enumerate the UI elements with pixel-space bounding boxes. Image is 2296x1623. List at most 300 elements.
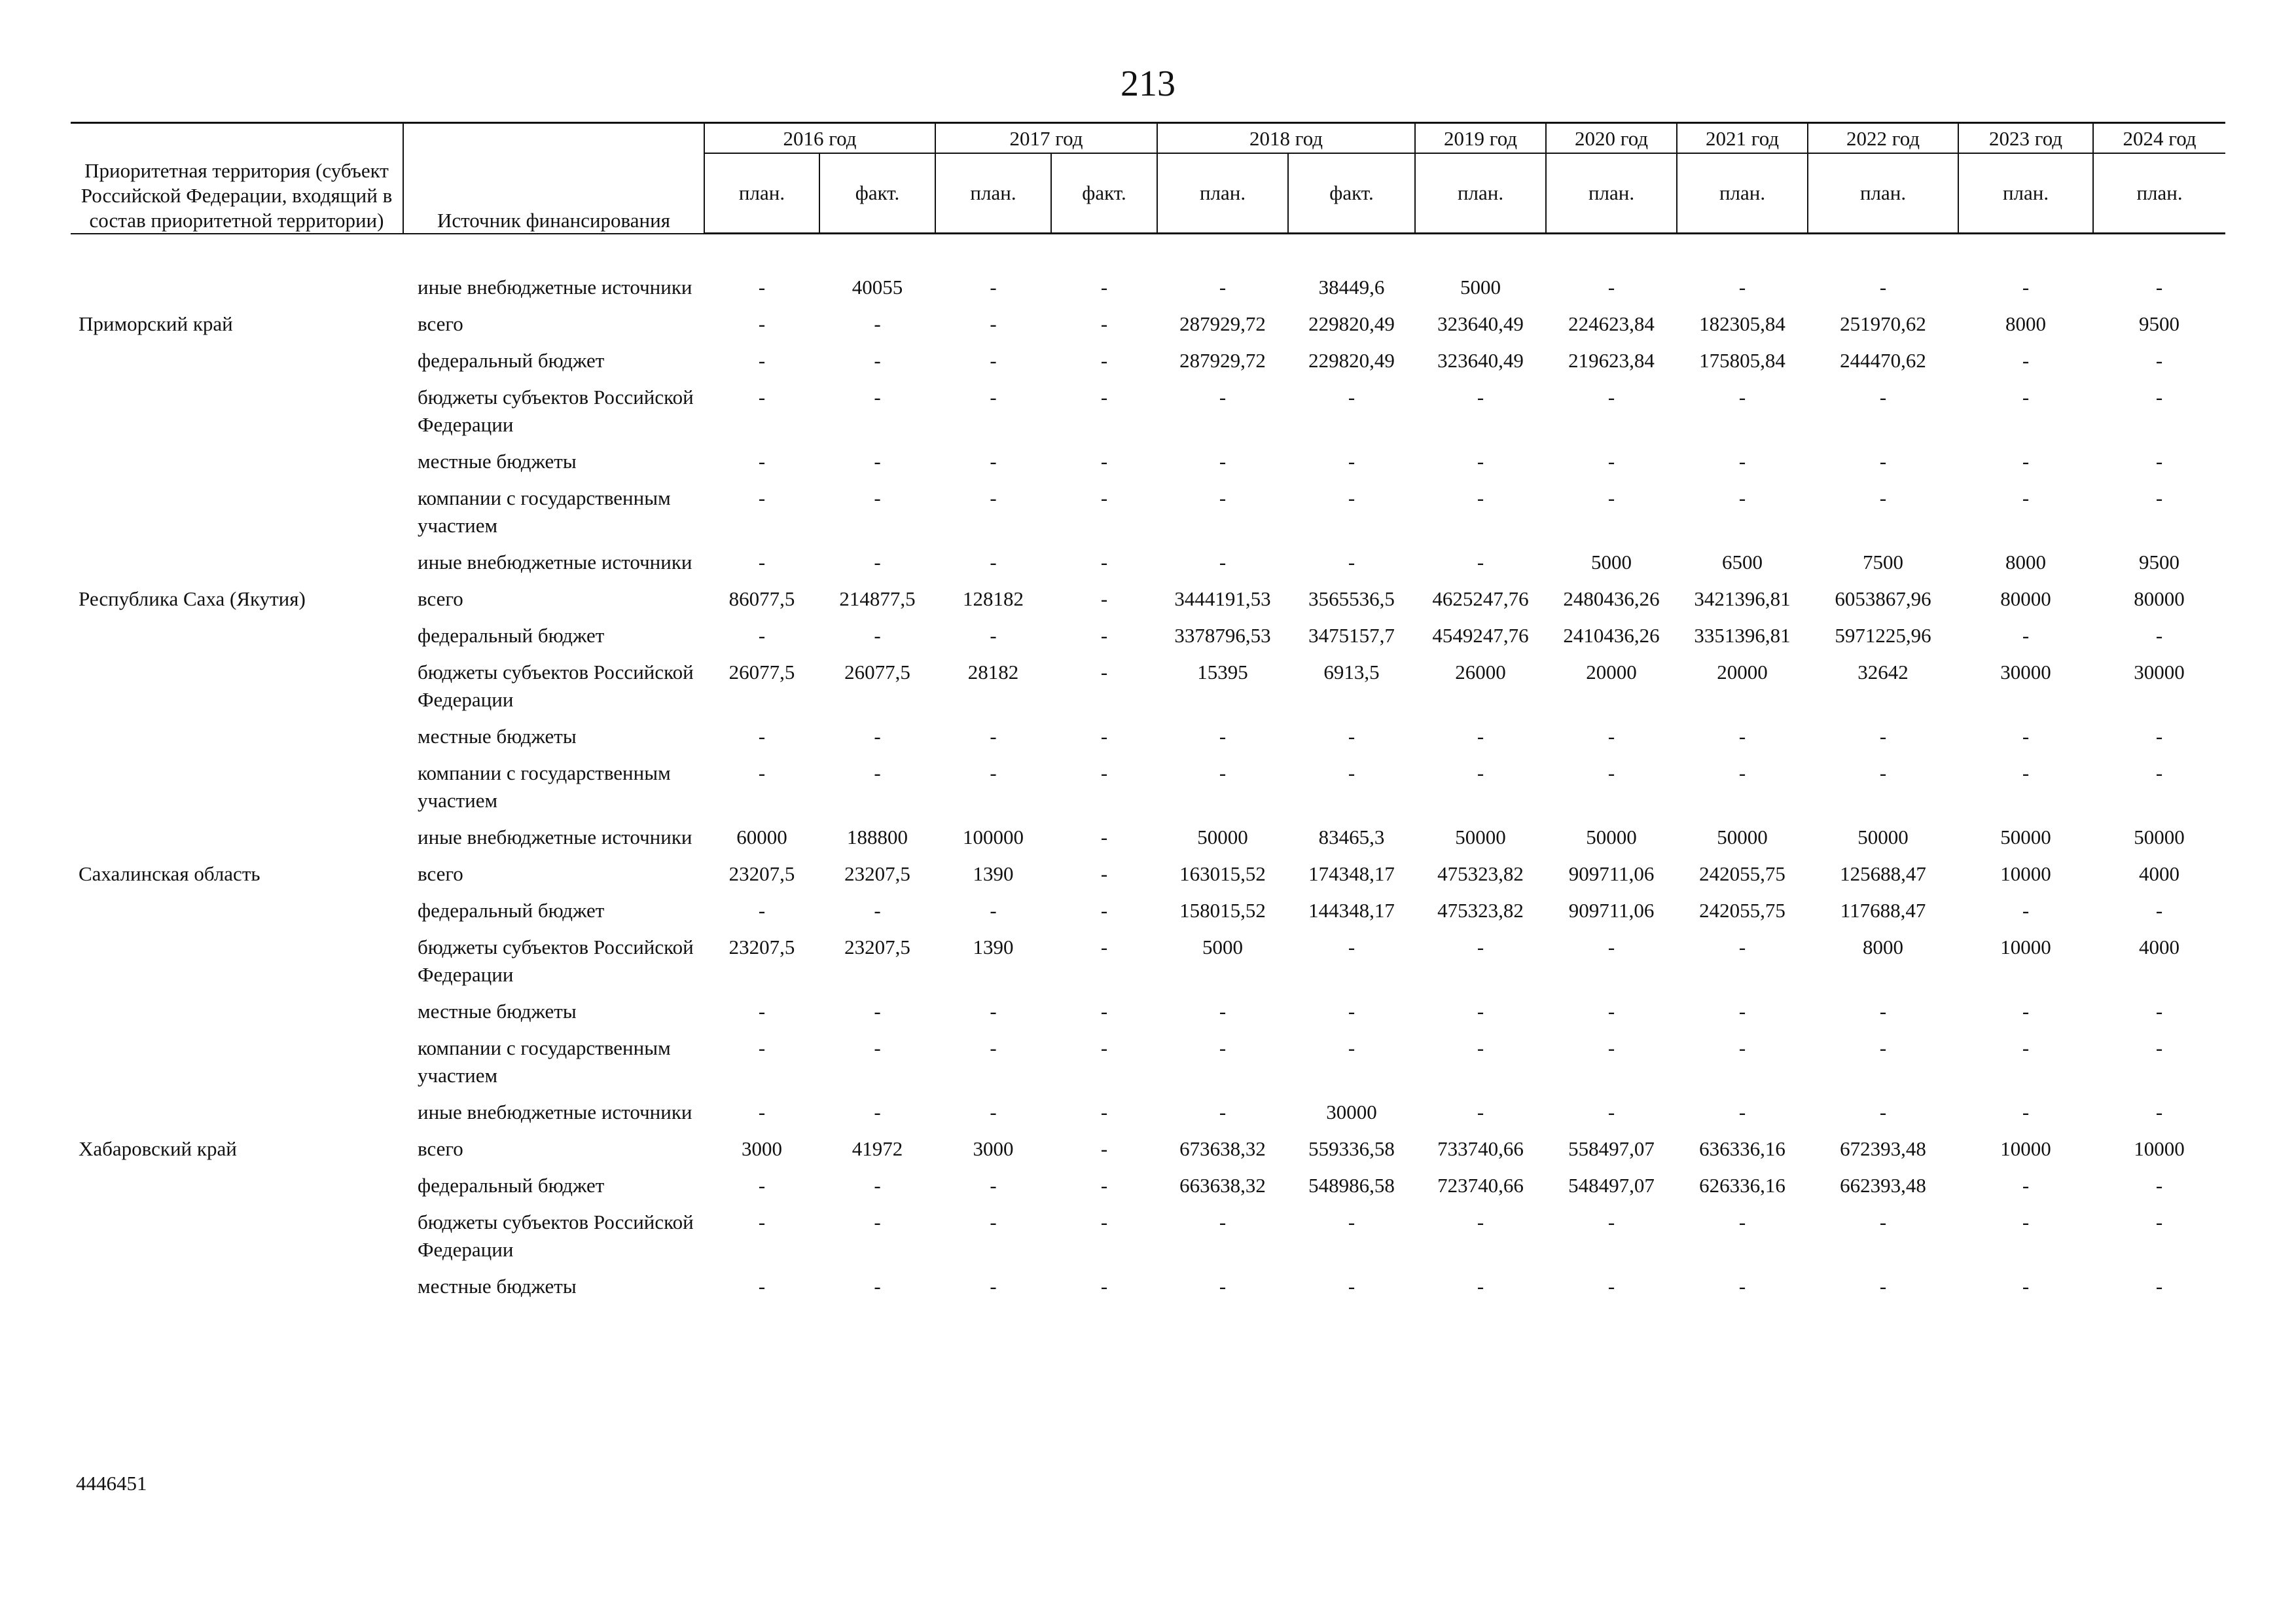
- value-cell: -: [758, 761, 766, 784]
- region-cell: [71, 716, 403, 753]
- table-row: [71, 340, 2225, 377]
- value-cell: -: [1477, 1211, 1484, 1233]
- region-cell: [71, 1266, 403, 1303]
- value-cell: 60000: [736, 826, 787, 848]
- year-header: 2020 год: [1546, 123, 1677, 154]
- value-cell: -: [1219, 1101, 1227, 1123]
- value-cell: 50000: [2134, 826, 2185, 848]
- value-cell: -: [1219, 761, 1227, 784]
- value-cell: -: [1607, 1275, 1615, 1298]
- value-cell: 174348,17: [1308, 862, 1395, 885]
- value-cell: -: [1348, 450, 1355, 473]
- region-cell: [71, 478, 403, 542]
- value-cell: -: [758, 276, 766, 299]
- value-cell: -: [2022, 276, 2030, 299]
- source-cell: иные внебюджетные источники: [418, 826, 692, 848]
- table-row: [71, 304, 2225, 340]
- value-cell: 6913,5: [1323, 661, 1380, 684]
- value-cell: 3000: [742, 1137, 782, 1160]
- value-cell: 2410436,26: [1563, 624, 1660, 647]
- value-cell: 244470,62: [1840, 349, 1926, 372]
- value-cell: -: [1100, 349, 1108, 372]
- value-cell: 2480436,26: [1563, 587, 1660, 610]
- value-cell: 188800: [847, 826, 908, 848]
- value-cell: 287929,72: [1179, 312, 1266, 335]
- value-cell: -: [990, 551, 997, 574]
- value-cell: -: [1348, 1211, 1355, 1233]
- value-cell: -: [1607, 761, 1615, 784]
- value-cell: 8000: [2005, 551, 2047, 574]
- table-body: [71, 234, 2225, 1304]
- table-row: [71, 652, 2225, 716]
- value-cell: -: [874, 1174, 881, 1197]
- value-cell: 4000: [2139, 936, 2180, 958]
- value-cell: -: [1348, 761, 1355, 784]
- value-cell: -: [2155, 1275, 2163, 1298]
- region-cell: [71, 1202, 403, 1266]
- value-cell: -: [2022, 1000, 2030, 1023]
- value-cell: -: [990, 761, 997, 784]
- value-cell: -: [1477, 486, 1484, 509]
- fact-subheader: факт.: [1051, 153, 1157, 234]
- value-cell: -: [1879, 386, 1887, 409]
- value-cell: 50000: [1197, 826, 1248, 848]
- region-column-header: Приоритетная территория (субъект Российской Федерации, входящий в состав приоритетной территории): [71, 123, 403, 234]
- value-cell: -: [1100, 936, 1108, 958]
- value-cell: 3351396,81: [1694, 624, 1791, 647]
- value-cell: 9500: [2139, 312, 2180, 335]
- value-cell: -: [990, 1101, 997, 1123]
- plan-subheader: план.: [1677, 153, 1808, 234]
- value-cell: 8000: [1863, 936, 1904, 958]
- source-cell: всего: [418, 312, 463, 335]
- source-cell: иные внебюджетные источники: [418, 551, 692, 574]
- table-row: [71, 817, 2225, 854]
- value-cell: 7500: [1863, 551, 1904, 574]
- value-cell: 5000: [1460, 276, 1501, 299]
- source-cell: местные бюджеты: [418, 1000, 577, 1023]
- value-cell: 144348,17: [1308, 899, 1395, 922]
- value-cell: -: [1738, 761, 1746, 784]
- value-cell: -: [1100, 624, 1108, 647]
- table-row: [71, 441, 2225, 478]
- value-cell: -: [874, 386, 881, 409]
- value-cell: 219623,84: [1568, 349, 1655, 372]
- value-cell: -: [1738, 1000, 1746, 1023]
- region-cell: [71, 927, 403, 991]
- value-cell: 475323,82: [1437, 899, 1524, 922]
- value-cell: 224623,84: [1568, 312, 1655, 335]
- value-cell: -: [990, 312, 997, 335]
- value-cell: -: [2155, 761, 2163, 784]
- value-cell: -: [1879, 1000, 1887, 1023]
- value-cell: 6053867,96: [1835, 587, 1931, 610]
- value-cell: -: [1477, 1000, 1484, 1023]
- value-cell: 287929,72: [1179, 349, 1266, 372]
- value-cell: -: [1607, 1036, 1615, 1059]
- document-id: 4446451: [76, 1472, 147, 1495]
- region-cell: [71, 542, 403, 579]
- value-cell: -: [1100, 1174, 1108, 1197]
- value-cell: -: [2155, 1174, 2163, 1197]
- plan-subheader: план.: [704, 153, 819, 234]
- value-cell: -: [1738, 386, 1746, 409]
- value-cell: 100000: [963, 826, 1024, 848]
- plan-subheader: план.: [1546, 153, 1677, 234]
- value-cell: -: [1348, 486, 1355, 509]
- year-header: 2018 год: [1157, 123, 1415, 154]
- source-cell: бюджеты субъектов Российской Федерации: [418, 386, 694, 436]
- value-cell: 242055,75: [1699, 899, 1785, 922]
- value-cell: -: [2155, 386, 2163, 409]
- value-cell: -: [1100, 725, 1108, 748]
- plan-subheader: план.: [1808, 153, 1958, 234]
- value-cell: -: [2022, 1036, 2030, 1059]
- value-cell: 41972: [852, 1137, 903, 1160]
- value-cell: -: [874, 450, 881, 473]
- value-cell: -: [758, 486, 766, 509]
- value-cell: 26000: [1455, 661, 1506, 684]
- value-cell: -: [1607, 725, 1615, 748]
- value-cell: -: [874, 1211, 881, 1233]
- value-cell: -: [1879, 761, 1887, 784]
- value-cell: -: [1607, 386, 1615, 409]
- value-cell: -: [874, 312, 881, 335]
- fact-subheader: факт.: [819, 153, 935, 234]
- value-cell: 50000: [1455, 826, 1506, 848]
- year-header: 2024 год: [2093, 123, 2225, 154]
- value-cell: 909711,06: [1568, 862, 1655, 885]
- region-cell: Республика Саха (Якутия): [79, 587, 306, 610]
- value-cell: -: [874, 761, 881, 784]
- value-cell: -: [2155, 1036, 2163, 1059]
- value-cell: -: [1738, 486, 1746, 509]
- table-row: [71, 1266, 2225, 1303]
- value-cell: -: [1100, 1275, 1108, 1298]
- value-cell: 28182: [967, 661, 1019, 684]
- value-cell: -: [1738, 725, 1746, 748]
- value-cell: -: [1879, 1036, 1887, 1059]
- value-cell: 251970,62: [1840, 312, 1926, 335]
- table-row: [71, 927, 2225, 991]
- source-cell: компании с государственным участием: [418, 486, 671, 537]
- value-cell: 80000: [2134, 587, 2185, 610]
- value-cell: -: [1477, 450, 1484, 473]
- value-cell: -: [874, 1275, 881, 1298]
- value-cell: 909711,06: [1568, 899, 1655, 922]
- value-cell: 30000: [2134, 661, 2185, 684]
- value-cell: 5000: [1202, 936, 1244, 958]
- region-cell: [71, 1165, 403, 1202]
- table-row: [71, 753, 2225, 817]
- value-cell: 117688,47: [1840, 899, 1926, 922]
- value-cell: 4549247,76: [1432, 624, 1529, 647]
- value-cell: -: [1607, 1000, 1615, 1023]
- region-cell: [71, 652, 403, 716]
- value-cell: 125688,47: [1840, 862, 1926, 885]
- value-cell: -: [2155, 725, 2163, 748]
- value-cell: -: [1477, 1101, 1484, 1123]
- value-cell: 50000: [2000, 826, 2051, 848]
- value-cell: 26077,5: [844, 661, 910, 684]
- table-row: [71, 991, 2225, 1028]
- value-cell: 23207,5: [844, 936, 910, 958]
- source-cell: всего: [418, 1137, 463, 1160]
- value-cell: -: [1738, 1275, 1746, 1298]
- value-cell: 663638,32: [1179, 1174, 1266, 1197]
- value-cell: 662393,48: [1840, 1174, 1926, 1197]
- table-header: [71, 123, 2225, 234]
- value-cell: 323640,49: [1437, 312, 1524, 335]
- table-row: [71, 478, 2225, 542]
- value-cell: 1390: [973, 936, 1014, 958]
- spacer-row: [71, 234, 2225, 268]
- table-row: [71, 1028, 2225, 1092]
- value-cell: -: [2022, 725, 2030, 748]
- table-row: [71, 267, 2225, 304]
- value-cell: -: [1219, 1275, 1227, 1298]
- value-cell: -: [2022, 1275, 2030, 1298]
- value-cell: -: [990, 1211, 997, 1233]
- value-cell: -: [1348, 1036, 1355, 1059]
- value-cell: -: [990, 1000, 997, 1023]
- value-cell: -: [874, 899, 881, 922]
- region-cell: [71, 753, 403, 817]
- value-cell: -: [1348, 551, 1355, 574]
- value-cell: 23207,5: [728, 862, 795, 885]
- table-row: [71, 890, 2225, 927]
- value-cell: -: [758, 624, 766, 647]
- value-cell: 672393,48: [1840, 1137, 1926, 1160]
- region-cell: [71, 377, 403, 441]
- source-cell: иные внебюджетные источники: [418, 1101, 692, 1123]
- value-cell: -: [2022, 899, 2030, 922]
- value-cell: -: [758, 386, 766, 409]
- region-cell: Хабаровский край: [79, 1137, 237, 1160]
- value-cell: 626336,16: [1699, 1174, 1785, 1197]
- value-cell: -: [990, 624, 997, 647]
- value-cell: -: [1219, 450, 1227, 473]
- value-cell: -: [2022, 386, 2030, 409]
- value-cell: 175805,84: [1699, 349, 1785, 372]
- value-cell: -: [1607, 1101, 1615, 1123]
- value-cell: 214877,5: [839, 587, 916, 610]
- value-cell: -: [1607, 1211, 1615, 1233]
- value-cell: 3000: [973, 1137, 1014, 1160]
- source-column-header: Источник финансирования: [403, 123, 704, 234]
- plan-subheader: план.: [1157, 153, 1288, 234]
- value-cell: -: [2155, 486, 2163, 509]
- value-cell: 3475157,7: [1308, 624, 1395, 647]
- plan-subheader: план.: [1415, 153, 1546, 234]
- value-cell: 10000: [2000, 1137, 2051, 1160]
- value-cell: 30000: [2000, 661, 2051, 684]
- value-cell: 548497,07: [1568, 1174, 1655, 1197]
- value-cell: -: [1219, 1000, 1227, 1023]
- region-cell: [71, 991, 403, 1028]
- value-cell: -: [1100, 551, 1108, 574]
- source-cell: федеральный бюджет: [418, 349, 605, 372]
- value-cell: -: [1219, 386, 1227, 409]
- value-cell: -: [1348, 1275, 1355, 1298]
- value-cell: -: [1879, 1101, 1887, 1123]
- fact-subheader: факт.: [1288, 153, 1415, 234]
- value-cell: -: [1879, 450, 1887, 473]
- value-cell: -: [2022, 1174, 2030, 1197]
- value-cell: -: [2155, 1211, 2163, 1233]
- value-cell: -: [1348, 386, 1355, 409]
- region-cell: [71, 817, 403, 854]
- value-cell: -: [1738, 276, 1746, 299]
- value-cell: 23207,5: [728, 936, 795, 958]
- value-cell: 50000: [1586, 826, 1637, 848]
- value-cell: -: [990, 1275, 997, 1298]
- value-cell: -: [874, 1036, 881, 1059]
- table-row: [71, 615, 2225, 652]
- value-cell: -: [1100, 276, 1108, 299]
- value-cell: 229820,49: [1308, 349, 1395, 372]
- value-cell: 548986,58: [1308, 1174, 1395, 1197]
- value-cell: -: [1100, 826, 1108, 848]
- value-cell: -: [990, 1174, 997, 1197]
- value-cell: 26077,5: [728, 661, 795, 684]
- value-cell: 10000: [2000, 936, 2051, 958]
- value-cell: 83465,3: [1318, 826, 1385, 848]
- value-cell: -: [758, 1174, 766, 1197]
- value-cell: -: [1607, 450, 1615, 473]
- value-cell: -: [2155, 899, 2163, 922]
- value-cell: -: [2155, 624, 2163, 647]
- table-row: [71, 854, 2225, 890]
- source-cell: компании с государственным участием: [418, 1036, 671, 1087]
- source-cell: иные внебюджетные источники: [418, 276, 692, 299]
- value-cell: -: [2022, 1101, 2030, 1123]
- value-cell: 30000: [1326, 1101, 1377, 1123]
- source-cell: местные бюджеты: [418, 1275, 577, 1298]
- value-cell: -: [2022, 349, 2030, 372]
- value-cell: -: [990, 349, 997, 372]
- table-row: [71, 542, 2225, 579]
- value-cell: 8000: [2005, 312, 2047, 335]
- plan-subheader: план.: [1958, 153, 2093, 234]
- value-cell: 3565536,5: [1308, 587, 1395, 610]
- value-cell: -: [2155, 1000, 2163, 1023]
- value-cell: -: [758, 725, 766, 748]
- region-cell: [71, 340, 403, 377]
- table-row: [71, 1092, 2225, 1129]
- value-cell: -: [758, 349, 766, 372]
- region-cell: [71, 615, 403, 652]
- value-cell: 10000: [2134, 1137, 2185, 1160]
- value-cell: -: [1477, 551, 1484, 574]
- value-cell: -: [1738, 1036, 1746, 1059]
- value-cell: 673638,32: [1179, 1137, 1266, 1160]
- value-cell: -: [1879, 725, 1887, 748]
- year-header: 2022 год: [1808, 123, 1958, 154]
- region-cell: [71, 890, 403, 927]
- value-cell: 38449,6: [1318, 276, 1385, 299]
- plan-subheader: план.: [2093, 153, 2225, 234]
- value-cell: -: [874, 1000, 881, 1023]
- value-cell: 182305,84: [1699, 312, 1785, 335]
- value-cell: 3444191,53: [1174, 587, 1271, 610]
- table-row: [71, 1202, 2225, 1266]
- value-cell: 733740,66: [1437, 1137, 1524, 1160]
- source-cell: федеральный бюджет: [418, 1174, 605, 1197]
- value-cell: 475323,82: [1437, 862, 1524, 885]
- value-cell: -: [2155, 450, 2163, 473]
- value-cell: -: [1219, 725, 1227, 748]
- table-row: [71, 377, 2225, 441]
- region-cell: [71, 267, 403, 304]
- value-cell: 50000: [1857, 826, 1909, 848]
- value-cell: 10000: [2000, 862, 2051, 885]
- year-header: 2016 год: [704, 123, 935, 154]
- source-cell: всего: [418, 862, 463, 885]
- value-cell: -: [1100, 386, 1108, 409]
- value-cell: -: [758, 899, 766, 922]
- value-cell: -: [1477, 1275, 1484, 1298]
- source-cell: всего: [418, 587, 463, 610]
- value-cell: -: [1348, 936, 1355, 958]
- value-cell: -: [2155, 276, 2163, 299]
- value-cell: -: [2022, 624, 2030, 647]
- value-cell: -: [2022, 450, 2030, 473]
- value-cell: -: [1219, 486, 1227, 509]
- value-cell: -: [1477, 1036, 1484, 1059]
- value-cell: -: [1738, 936, 1746, 958]
- value-cell: -: [874, 551, 881, 574]
- value-cell: 4625247,76: [1432, 587, 1529, 610]
- value-cell: -: [1100, 761, 1108, 784]
- value-cell: -: [874, 624, 881, 647]
- source-cell: федеральный бюджет: [418, 624, 605, 647]
- source-cell: местные бюджеты: [418, 450, 577, 473]
- value-cell: -: [1477, 725, 1484, 748]
- value-cell: -: [1219, 276, 1227, 299]
- year-header: 2023 год: [1958, 123, 2093, 154]
- value-cell: 558497,07: [1568, 1137, 1655, 1160]
- value-cell: -: [1879, 1211, 1887, 1233]
- region-cell: Сахалинская область: [79, 862, 260, 885]
- value-cell: -: [1879, 276, 1887, 299]
- value-cell: -: [1100, 899, 1108, 922]
- value-cell: 6500: [1722, 551, 1763, 574]
- value-cell: -: [1100, 486, 1108, 509]
- value-cell: -: [990, 386, 997, 409]
- table-row: [71, 1165, 2225, 1202]
- value-cell: -: [1100, 450, 1108, 473]
- value-cell: -: [2022, 761, 2030, 784]
- year-header: 2021 год: [1677, 123, 1808, 154]
- value-cell: -: [1219, 1211, 1227, 1233]
- year-header: 2019 год: [1415, 123, 1546, 154]
- value-cell: 323640,49: [1437, 349, 1524, 372]
- value-cell: -: [758, 1211, 766, 1233]
- value-cell: 23207,5: [844, 862, 910, 885]
- value-cell: 158015,52: [1179, 899, 1266, 922]
- value-cell: -: [1100, 862, 1108, 885]
- value-cell: -: [1607, 276, 1615, 299]
- value-cell: -: [1738, 1101, 1746, 1123]
- year-header: 2017 год: [935, 123, 1157, 154]
- value-cell: -: [990, 899, 997, 922]
- value-cell: -: [1100, 312, 1108, 335]
- value-cell: -: [990, 725, 997, 748]
- value-cell: 559336,58: [1308, 1137, 1395, 1160]
- value-cell: 636336,16: [1699, 1137, 1785, 1160]
- value-cell: -: [1477, 936, 1484, 958]
